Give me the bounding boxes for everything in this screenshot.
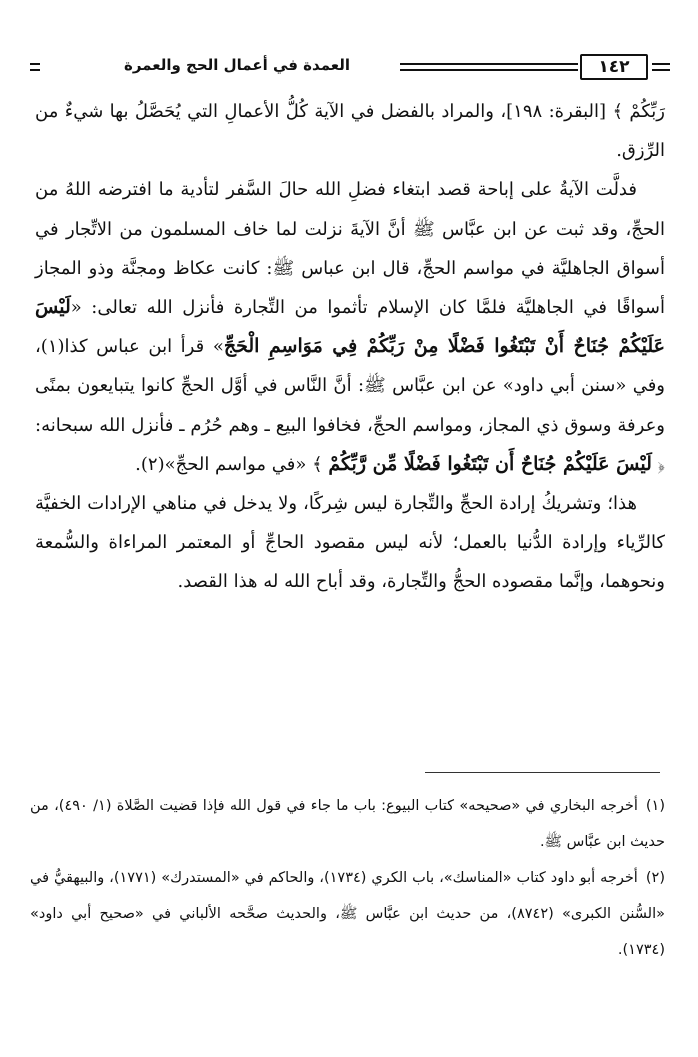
header-rule-middle bbox=[400, 63, 578, 71]
footnote-1 bbox=[30, 788, 665, 860]
paragraph-2-part-a: فدلَّت الآيةُ على إباحة قصد ابتغاء فضلِ الله حالَ السَّفر لتأدية ما افترضه اللهُ من الحجِّ، وقد ثبت عن ابن عبَّاس ﷺ أنَّ الآيةَ نزلت لما خاف المسلمون من الاتِّجار في أسواق الجاهليَّة في مواسم الحجِّ، قال ابن عباس ﷺ: كانت عكاظ ومجنَّة وذو المجاز أسواقًا في الجاهليَّة فلمَّا كان الإسلام تأثموا من التِّجارة فأنزل الله تعالى: « bbox=[35, 179, 665, 319]
footnote-number: (١) bbox=[645, 798, 665, 814]
paragraph-1: رَبِّكُمْ ﴾ [البقرة: ١٩٨]، والمراد بالفضل في الآية كُلُّ الأعمالِ التي يُحَصَّلُ بها شيءٌ من الرِّزق. bbox=[35, 101, 665, 162]
quran-verse-2: لَيْسَ عَلَيْكُمْ جُنَاحٌ أَن تَبْتَغُوا فَضْلًا مِّن رَّبِّكُمْ bbox=[328, 452, 652, 475]
footnote-divider bbox=[425, 772, 660, 773]
paragraph-2-part-b: » قرأ ابن عباس كذا(١)، وفي «سنن أبي داود» عن ابن عبَّاس ﷺ: أنَّ النَّاس في أوَّل الحجِّ كانوا يتبايعون بمنًى وعرفة وسوق ذي المجاز، ومواسم الحجِّ، فخافوا البيع ـ وهم حُرُم ـ فأنزل الله سبحانه: ﴿ bbox=[35, 336, 665, 475]
footnote-number: (٢) bbox=[645, 870, 665, 886]
page-number: ١٤٢ bbox=[580, 54, 648, 80]
footnote-text: أخرجه أبو داود كتاب «المناسك»، باب الكري (١٧٣٤)، والحاكم في «المستدرك» (١٧٧١)، والبيهقيُّ في «السُّنن الكبرى» (٨٧٤٢)، من حديث ابن عبَّاس ﷺ، والحديث صحَّحه الألباني في «صحيح أبي داود» (١٧٣٤). bbox=[30, 870, 666, 958]
main-text bbox=[35, 92, 665, 602]
quran-verse-1: لَيْسَ عَلَيْكُمْ جُنَاحٌ أَنْ تَبْتَغُوا فَضْلًا مِنْ رَبِّكُمْ فِي مَوَاسِمِ الْحَجِّ bbox=[35, 296, 665, 358]
footnote-text: أخرجه البخاري في «صحيحه» كتاب البيوع: باب ما جاء في قول الله فإذا قضيت الصَّلاة (١/ ٤٩٠)، من حديث ابن عبَّاس ﷺ. bbox=[30, 798, 665, 850]
paragraph-2-part-c: ﴾ «في مواسم الحجِّ»(٢). bbox=[135, 453, 323, 475]
footnote-2 bbox=[30, 860, 665, 968]
paragraph-2 bbox=[35, 170, 665, 484]
header-rule-left bbox=[30, 63, 40, 71]
header-rule-right bbox=[652, 63, 670, 71]
paragraph-3: هذا؛ وتشريكُ إرادة الحجِّ والتِّجارة ليس شِركًا، ولا يدخل في مناهي الإرادات الخفيَّة كالرِّياء وإرادة الدُّنيا بالعمل؛ لأنه ليس مقصود الحاجِّ أو المعتمر المراءاة والسُّمعة ونحوهما، وإنَّما مقصوده الحجُّ والتِّجارة، وقد أباح الله له هذا القصد. bbox=[35, 493, 665, 593]
footnotes bbox=[30, 788, 665, 968]
running-header bbox=[30, 50, 670, 82]
running-title: العمدة في أعمال الحج والعمرة bbox=[124, 56, 350, 74]
